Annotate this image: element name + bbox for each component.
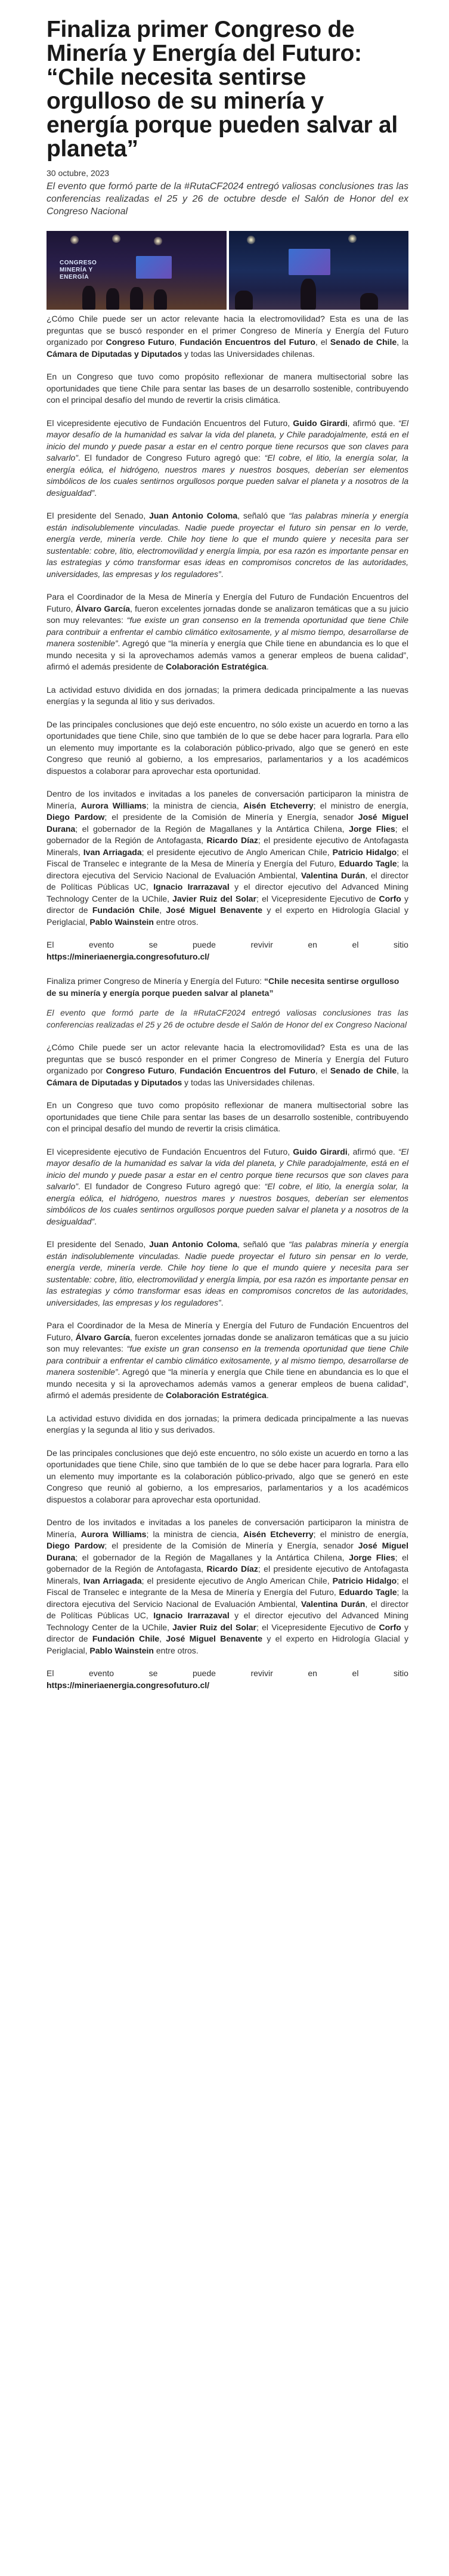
paragraph-garcia-repeat: Para el Coordinador de la Mesa de Minería y Energía del Futuro de Fundación Encuentros del Futuro, Álvaro García, fueron excelentes jornadas donde se analizaron temáticas que a su juicio son muy relevantes: “fue existe un gran consenso en la tremenda oportunidad que tiene Chile para contribuir a enfrentar el cambio climático exitosamente, y al mismo tiempo, desarrollarse de manera sostenible”. Agregó que “la minería y energía que Chile tiene en abundancia es lo que el mundo necesita y si la aprovechamos además vamos a generar empleos de buena calidad”, afirmó el además presidente de Colaboración Estratégica. [47,1321,409,1400]
stage-logo-text: CONGRESO MINERÍA Y ENERGÍA [60,260,97,280]
revivir-line: El evento se puede revivir en el sitio [47,940,408,949]
paragraph-coloma-repeat: El presidente del Senado, Juan Antonio Coloma, señaló que “las palabras minería y energía están indisolublemente vinculadas. Nadie puede proyectar el futuro sin pensar en lo verde, energía verde, minería verde. Chile hoy tiene lo que el mundo quiere y necesita para ser sustentable: cobre, litio, electromovilidad y energía limpia, por esa razón es importante pensar en las estrategias y cómo transformar esas ideas en compromisos concretos de las autoridades, universidades, las empresas y los reguladores”. [47,1239,408,1307]
paragraph-jornadas-repeat: La actividad estuvo dividida en dos jornadas; la primera dedicada principalmente a las nuevas energías y la segunda al litio y sus derivados. [47,1413,408,1434]
paragraph-girardi: El vicepresidente ejecutivo de Fundación Encuentros del Futuro, Guido Girardi, afirmó que. “El mayor desafío de la humanidad es salvar la vida del planeta, y Chile paradojalmente, está en el inicio del mundo y puede pasar a estar en el centro porque tiene recursos que son claves para salvarlo”. El fundador de Congreso Futuro agregó que: “El cobre, el litio, la energía solar, la energía eólica, el hidrógeno, nuestros mares y nuestros bosques, deberían ser elementos simbólicos de los cuales sentirnos orgullosos porque pueden salvar el planeta y a nosotros de la desigualdad”. [47,418,409,498]
paragraph-intro-repeat: ¿Cómo Chile puede ser un actor relevante hacia la electromovilidad? Esta es una de las preguntas que se buscó responder en el primer Congreso de Minería y Energía del Futuro organizado por Congreso Futuro, Fundación Encuentros del Futuro, el Senado de Chile, la Cámara de Diputadas y Diputados y todas las Universidades chilenas. [47,1042,408,1087]
article-lead: El evento que formó parte de la #RutaCF2024 entregó valiosas conclusiones tras las conferencias realizadas el 25 y 26 de octubre desde el Salón de Honor del ex Congreso Nacional [47,181,408,217]
paragraph-purpose-repeat: En un Congreso que tuvo como propósito reflexionar de manera multisectorial sobre las oportunidades que tiene Chile para sentar las bases de un desarrollo sostenible, contribuyendo con el principal desafío del mundo de revertir la crisis climática. [47,1100,408,1133]
paragraph-conclusiones: De las principales conclusiones que dejó este encuentro, no sólo existe un acuerdo en torno a las oportunidades que tiene Chile, sino que también de lo que se debe hacer para lograrla. Para ello un elemento muy importante es la colaboración público-privado, algo que se generó en este Congreso que reunió al gobierno, a los empresarios, parlamentarios y a los académicos dispuestos a colaborar para aprovechar esta oportunidad. [47,719,408,776]
repeat-lead: El evento que formó parte de la #RutaCF2024 entregó valiosas conclusiones tras las conferencias realizadas el 25 y 26 de octubre desde el Salón de Honor del ex Congreso Nacional [47,1008,408,1029]
paragraph-invitados: Dentro de los invitados e invitadas a los paneles de conversación participaron la ministra de Minería, Aurora Williams; la ministra de ciencia, Aisén Etcheverry; el ministro de energía, Diego Pardow; el presidente de la Comisión de Minería y Energía, senador José Miguel Durana; el gobernador de la Región de Magallanes y la Antártica Chilena, Jorge Flies; el gobernador de la Región de Antofagasta, Ricardo Díaz; el presidente ejecutivo de Antofagasta Minerals, Ivan Arriagada; el presidente ejecutivo de Anglo American Chile, Patricio Hidalgo; el Fiscal de Transelec e integrante de la Mesa de Minería y Energía del Futuro, Eduardo Tagle; la directora ejecutiva del Servicio Nacional de Evaluación Ambiental, Valentina Durán, el director de Políticas Públicas UC, Ignacio Irarrazaval y el director ejecutivo del Advanced Mining Technology Center de la UChile, Javier Ruiz del Solar; el Vicepresidente Ejecutivo de Corfo y director de Fundación Chile, José Miguel Benavente y el experto en Hidrología Glacial y Periglacial, Pablo Wainstein entre otros. [47,789,409,927]
revivir-line-repeat: El evento se puede revivir en el sitio [47,1668,408,1678]
paragraph-invitados-repeat: Dentro de los invitados e invitadas a los paneles de conversación participaron la ministra de Minería, Aurora Williams; la ministra de ciencia, Aisén Etcheverry; el ministro de energía, Diego Pardow; el presidente de la Comisión de Minería y Energía, senador José Miguel Durana; el gobernador de la Región de Magallanes y la Antártica Chilena, Jorge Flies; el gobernador de la Región de Antofagasta, Ricardo Díaz; el presidente ejecutivo de Antofagasta Minerals, Ivan Arriagada; el presidente ejecutivo de Anglo American Chile, Patricio Hidalgo; el Fiscal de Transelec e integrante de la Mesa de Minería y Energía del Futuro, Eduardo Tagle; la directora ejecutiva del Servicio Nacional de Evaluación Ambiental, Valentina Durán, el director de Políticas Públicas UC, Ignacio Irarrazaval y el director ejecutivo del Advanced Mining Technology Center de la UChile, Javier Ruiz del Solar; el Vicepresidente Ejecutivo de Corfo y director de Fundación Chile, José Miguel Benavente y el experto en Hidrología Glacial y Periglacial, Pablo Wainstein entre otros. [47,1517,409,1655]
paragraph-intro: ¿Cómo Chile puede ser un actor relevante hacia la electromovilidad? Esta es una de las preguntas que se buscó responder en el primer Congreso de Minería y Energía del Futuro organizado por Congreso Futuro, Fundación Encuentros del Futuro, el Senado de Chile, la Cámara de Diputadas y Diputados y todas las Universidades chilenas. [47,314,408,359]
paragraph-purpose: En un Congreso que tuvo como propósito reflexionar de manera multisectorial sobre las oportunidades que tiene Chile para sentar las bases de un desarrollo sostenible, contribuyendo con el principal desafío del mundo de revertir la crisis climática. [47,372,408,405]
event-site-link[interactable]: https://mineriaenergia.congresofuturo.cl/ [47,951,210,961]
photo-strip [47,231,408,310]
article-title: Finaliza primer Congreso de Minería y Energía del Futuro: “Chile necesita sentirse orgulloso de su minería y energía porque pueden salvar al planeta” [47,17,398,162]
repeat-title: Finaliza primer Congreso de Minería y Energía del Futuro: “Chile necesita sentirse orgulloso de su minería y energía porque pueden salvar al planeta” [47,976,400,998]
article-date: 30 octubre, 2023 [47,168,110,178]
paragraph-garcia: Para el Coordinador de la Mesa de Minería y Energía del Futuro de Fundación Encuentros del Futuro, Álvaro García, fueron excelentes jornadas donde se analizaron temáticas que a su juicio son muy relevantes: “fue existe un gran consenso en la tremenda oportunidad que tiene Chile para contribuir a enfrentar el cambio climático exitosamente, y al mismo tiempo, desarrollarse de manera sostenible”. Agregó que “la minería y energía que Chile tiene en abundancia es lo que el mundo necesita y si la aprovechamos además vamos a generar empleos de buena calidad”, afirmó el además presidente de Colaboración Estratégica. [47,592,409,671]
paragraph-conclusiones-repeat: De las principales conclusiones que dejó este encuentro, no sólo existe un acuerdo en torno a las oportunidades que tiene Chile, sino que también de lo que se debe hacer para lograrla. Para ello un elemento muy importante es la colaboración público-privado, algo que se generó en este Congreso que reunió al gobierno, a los empresarios, parlamentarios y a los académicos dispuestos a colaborar para aprovechar esta oportunidad. [47,1448,408,1504]
paragraph-coloma: El presidente del Senado, Juan Antonio Coloma, señaló que “las palabras minería y energía están indisolublemente vinculadas. Nadie puede proyectar el futuro sin pensar en lo verde, energía verde, minería verde. Chile hoy tiene lo que el mundo quiere y necesita para ser sustentable: cobre, litio, electromovilidad y energía limpia, por esa razón es importante pensar en las estrategias y cómo transformar esas ideas en compromisos concretos de las autoridades, universidades, las empresas y los reguladores”. [47,511,408,579]
event-site-link-repeat[interactable]: https://mineriaenergia.congresofuturo.cl/ [47,1680,210,1690]
revivir-link-line-repeat [47,1680,408,1692]
paragraph-girardi-repeat: El vicepresidente ejecutivo de Fundación Encuentros del Futuro, Guido Girardi, afirmó que. “El mayor desafío de la humanidad es salvar la vida del planeta, y Chile paradojalmente, está en el inicio del mundo y puede pasar a estar en el centro porque tiene recursos que son claves para salvarlo”. El fundador de Congreso Futuro agregó que: “El cobre, el litio, la energía solar, la energía eólica, el hidrógeno, nuestros mares y nuestros bosques, deberían ser elementos simbólicos de los cuales sentirnos orgullosos porque pueden salvar el planeta y a nosotros de la desigualdad”. [47,1146,409,1226]
event-photo-panel[interactable] [47,231,227,310]
paragraph-jornadas: La actividad estuvo dividida en dos jornadas; la primera dedicada principalmente a las nuevas energías y la segunda al litio y sus derivados. [47,684,408,706]
event-photo-stage[interactable] [229,231,409,310]
revivir-link-line [47,951,408,963]
